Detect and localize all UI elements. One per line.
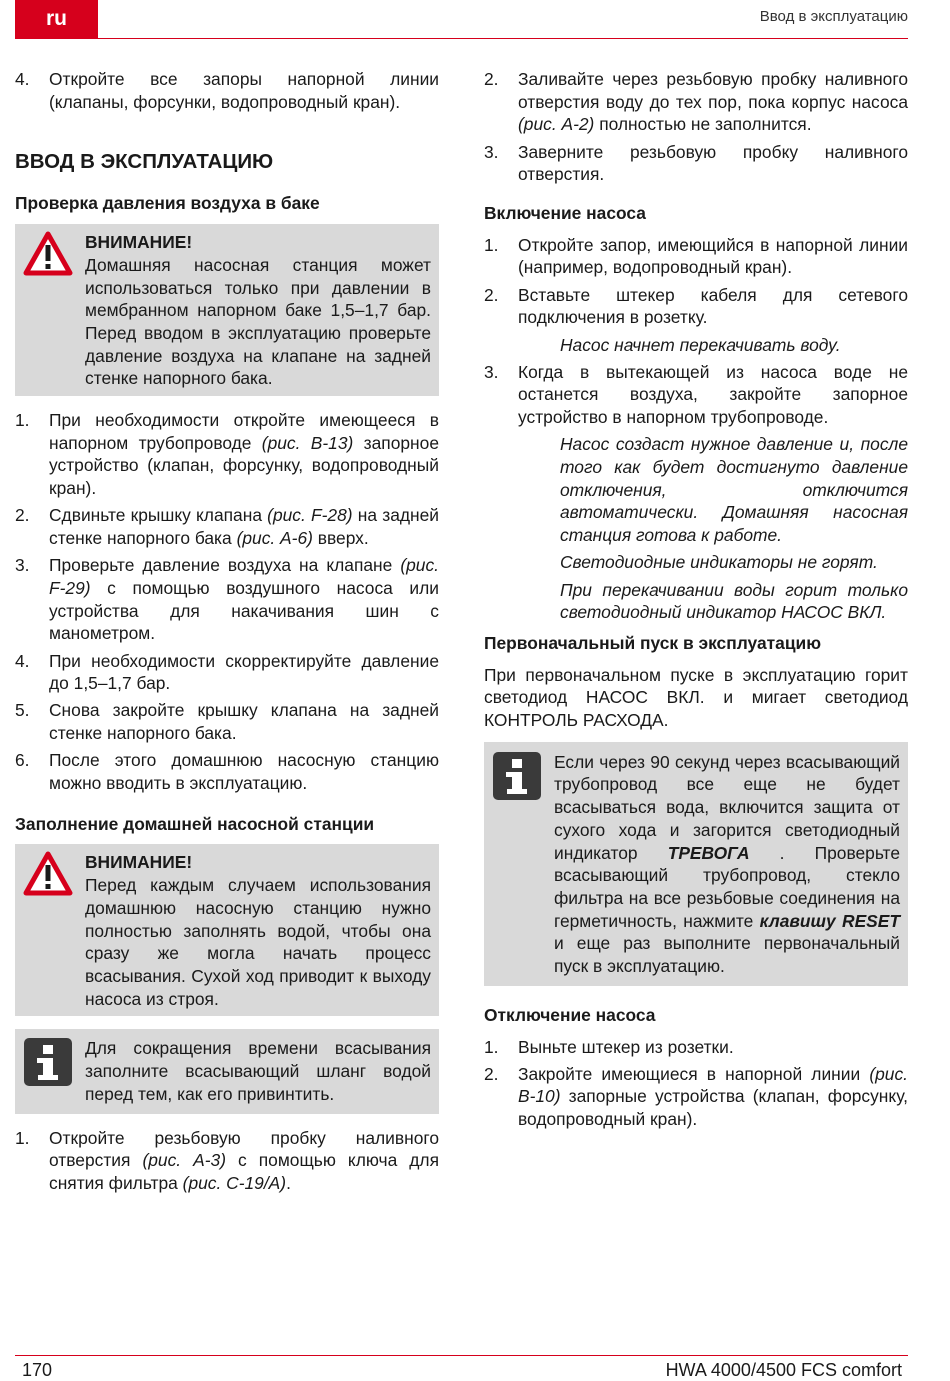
warning-text: Домашняя насосная станция может использоваться только при давлении в мембранном напорном баке 1,5–1,7 бар. Перед вводом в эксплуатацию проверьте давление воздуха на клапане на задней стенке напорного бака. [85,254,431,389]
page-number: 170 [22,1360,53,1380]
first-start-text: При первоначальном пуске в эксплуатацию горит светодиод НАСОС ВКЛ. и мигает светодиод КОНТРОЛЬ РАСХОДА. [484,664,908,731]
subsection-title-air-pressure: Проверка давления воздуха в баке [15,193,320,214]
info-icon [23,1037,73,1087]
list-item: 2. Заливайте через резьбовую пробку наливного отверстия воду до тех пор, пока корпус насоса (рис. A-2) полностью не заполнится. [484,69,908,135]
warning-title: ВНИМАНИЕ! [85,852,193,873]
info-box [15,1029,439,1113]
step-result: Светодиодные индикаторы не горят. [560,552,878,573]
language-tab: ru [15,0,98,38]
footer-divider [15,1355,908,1356]
list-item: 2. Закройте имеющиеся в напорной линии (рис. B-10) запорные устройства (клапан, форсунку, водопроводный кран). [484,1063,908,1130]
list-item: 4. При необходимости скорректируйте давление до 1,5–1,7 бар. [15,650,439,694]
list-item: 2. Сдвиньте крышку клапана (рис. F-28) на задней стенке напорного бака (рис. A-6) вверх. [15,505,439,549]
info-icon [492,751,542,801]
info-box [484,742,908,986]
list-item: 4. Откройте все запоры напорной линии (клапаны, форсунки, водопроводный кран). [15,69,439,112]
list-item: 1. Откройте резьбовую пробку наливного отверстия (рис. A-3) с помощью ключа для снятия фильтра (рис. C-19/A). [15,1127,439,1193]
warning-title: ВНИМАНИЕ! [85,232,193,253]
info-text: Для сокращения времени всасывания заполните всасывающий шланг водой перед тем, как его привинтить. [85,1038,431,1104]
subsection-title-filling: Заполнение домашней насосной станции [15,813,375,834]
list-item: 6. После этого домашнюю насосную станцию можно вводить в эксплуатацию. [15,750,439,794]
list-item: 3. Когда в вытекающей из насоса воде не останется воздуха, закройте запорное устройство в напорном трубопроводе. [484,361,908,428]
step-result: Насос начнет перекачивать воду. [560,334,841,355]
warning-text: Перед каждым случаем использования домашнюю насосную станцию нужно полностью заполнять водой, чтобы она сразу же могла начать процесс всасывания. Сухой ход приводит к выходу насоса из строя. [85,875,431,1009]
list-item: 2. Вставьте штекер кабеля для сетевого подключения в розетку. [484,284,908,328]
subsection-title-pump-on: Включение насоса [484,203,646,224]
warning-box [15,224,439,396]
list-item: 1. При необходимости откройте имеющееся в напорном трубопроводе (рис. B-13) запорное устройство (клапан, форсунку, водопроводный кран). [15,410,439,499]
list-item: 1. Откройте запор, имеющийся в напорной линии (например, водопроводный кран). [484,234,908,278]
list-item: 1. Выньте штекер из розетки. [484,1036,734,1057]
step-result: Насос создаст нужное давление и, после того как будет достигнуто давление отключения, отключится автоматически. Домашняя насосная станция готова к работе. [560,434,908,546]
info-text: Если через 90 секунд через всасывающий трубопровод все еще не будет всасываться вода, включится защита от сухого хода и загорится светодиодный индикатор ТРЕВОГА . Проверьте всасывающий трубопровод, стекло фильтра на все резьбовые соединения на герметичность, нажмите клавишу RESET и еще раз выполните первоначальный пуск в эксплуатацию. [554,751,901,977]
subsection-title-first-start: Первоначальный пуск в эксплуатацию [484,632,822,653]
section-title: ВВОД В ЭКСПЛУАТАЦИЮ [15,150,274,174]
list-item: 3. Заверните резьбовую пробку наливного отверстия. [484,141,908,185]
left-column [15,68,439,1199]
header-divider [15,38,908,39]
step-result: При перекачивании воды горит только светодиодный индикатор НАСОС ВКЛ. [560,579,908,623]
list-item: 5. Снова закройте крышку клапана на задней стенке напорного бака. [15,700,439,744]
subsection-title-pump-off: Отключение насоса [484,1004,656,1025]
right-column [484,68,908,1135]
warning-box [15,844,439,1016]
model-name: HWA 4000/4500 FCS comfort [665,1360,902,1380]
list-item: 3. Проверьте давление воздуха на клапане (рис. F-29) с помощью воздушного насоса или устройства для накачивания шин с манометром. [15,555,439,644]
warning-triangle-icon [23,851,73,897]
warning-triangle-icon [23,231,73,277]
header-title: Ввод в эксплуатацию [759,8,908,25]
